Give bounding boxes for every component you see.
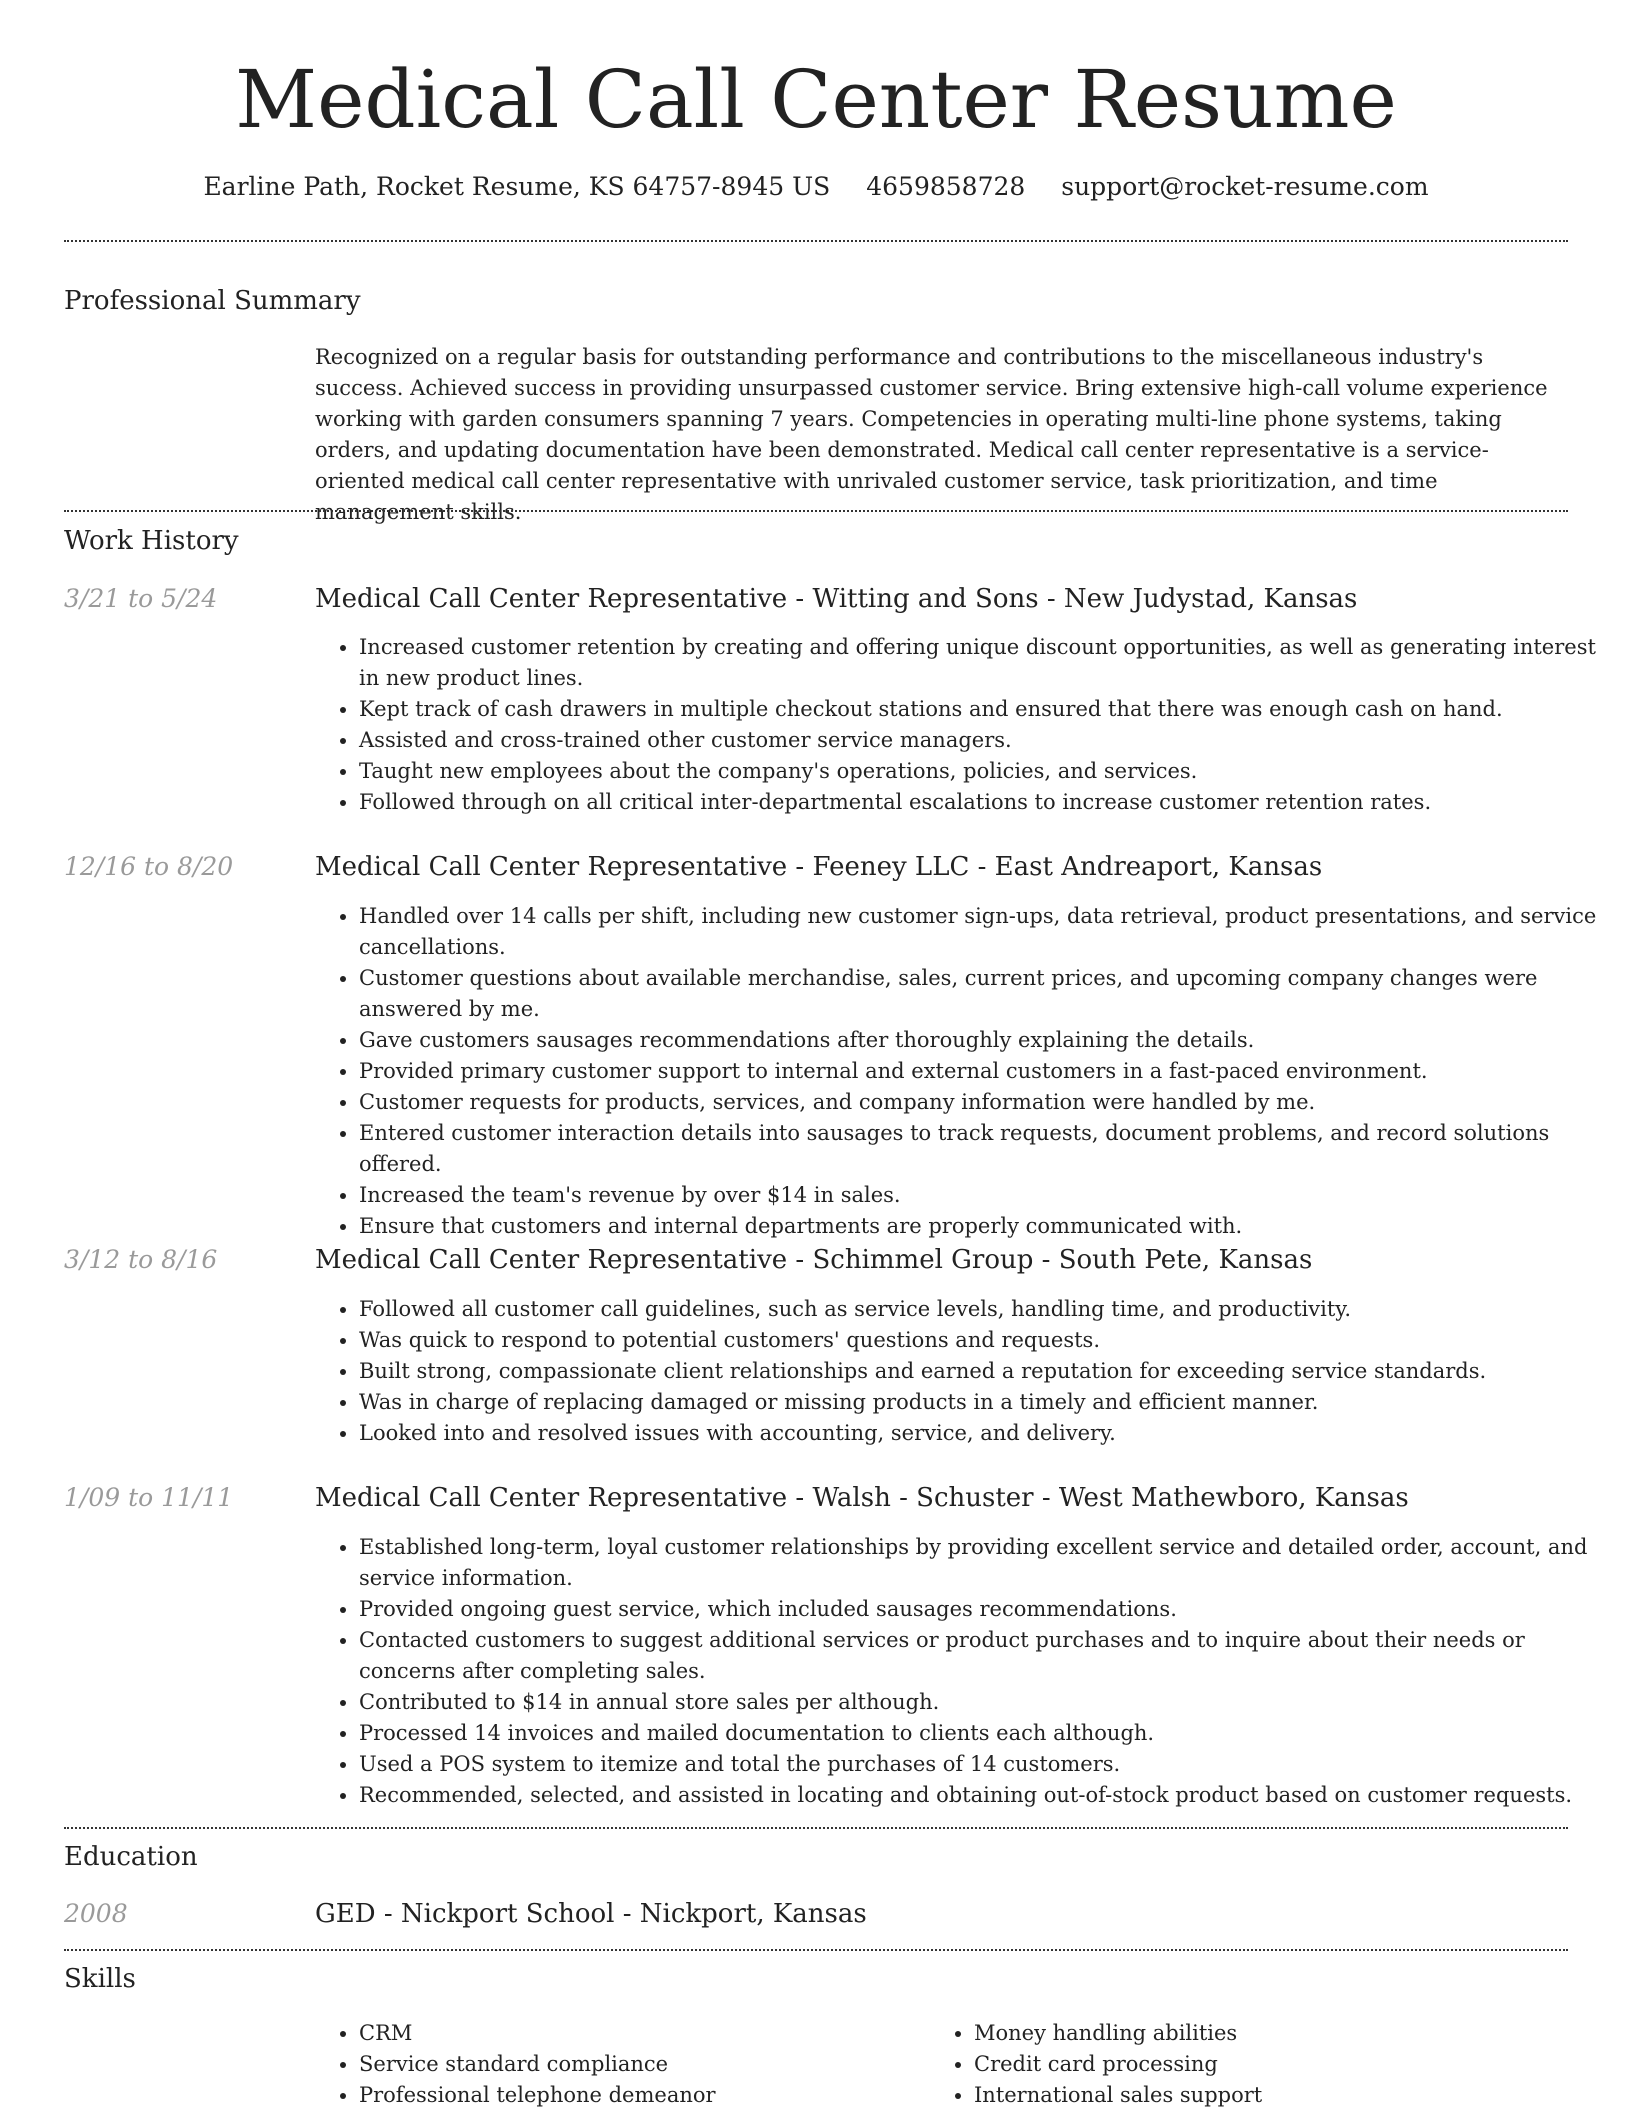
job-dates: 3/21 to 5/24: [64, 584, 218, 613]
job-bullet: • Processed 14 invoices and mailed documentation to clients each although.: [359, 1718, 1614, 1749]
job-dates: 3/12 to 8/16: [64, 1245, 218, 1274]
job-bullets: [315, 1532, 1614, 1811]
section-title-work-history: Work History: [64, 526, 239, 556]
job-bullets: [315, 901, 1614, 1242]
job-bullet: • Customer requests for products, services, and company information were handled by me.: [359, 1087, 1614, 1118]
skill-item: • Professional telephone demeanor: [359, 2080, 919, 2111]
job-bullet: • Contributed to $14 in annual store sales per although.: [359, 1687, 1614, 1718]
job-bullet: • Increased the team's revenue by over $14 in sales.: [359, 1180, 1614, 1211]
divider: [64, 1827, 1568, 1829]
divider: [64, 240, 1568, 242]
job-bullet: • Used a POS system to itemize and total the purchases of 14 customers.: [359, 1749, 1614, 1780]
skill-item: • CRM: [359, 2018, 919, 2049]
job-bullet: • Was in charge of replacing damaged or missing products in a timely and efficient manner.: [359, 1387, 1614, 1418]
divider: [64, 1949, 1568, 1951]
section-title-skills: Skills: [64, 1964, 136, 1994]
job-bullet: • Contacted customers to suggest additional services or product purchases and to inquire about their needs or concerns after completing sales.: [359, 1625, 1614, 1687]
education-entry: GED - Nickport School - Nickport, Kansas: [315, 1899, 867, 1929]
job-bullet: • Customer questions about available merchandise, sales, current prices, and upcoming company changes were answered by me.: [359, 963, 1614, 1025]
job-bullet: • Gave customers sausages recommendations after thoroughly explaining the details.: [359, 1025, 1614, 1056]
contact-phone: 4659858728: [866, 172, 1026, 201]
job-bullet: • Handled over 14 calls per shift, including new customer sign-ups, data retrieval, product presentations, and service cancellations.: [359, 901, 1614, 963]
job-bullet: • Recommended, selected, and assisted in locating and obtaining out-of-stock product based on customer requests.: [359, 1780, 1614, 1811]
job-bullet: • Built strong, compassionate client relationships and earned a reputation for exceeding service standards.: [359, 1356, 1614, 1387]
contact-address: Earline Path, Rocket Resume, KS 64757-8945 US: [203, 172, 831, 201]
job-bullet: • Kept track of cash drawers in multiple checkout stations and ensured that there was enough cash on hand.: [359, 694, 1614, 725]
skill-item: • Service standard compliance: [359, 2049, 919, 2080]
contact-line: [0, 170, 1632, 204]
divider: [64, 510, 1568, 512]
job-bullet: • Entered customer interaction details into sausages to track requests, document problems, and record solutions offered.: [359, 1118, 1614, 1180]
section-title-education: Education: [64, 1842, 198, 1872]
job-bullet: • Provided primary customer support to internal and external customers in a fast-paced environment.: [359, 1056, 1614, 1087]
job-bullet: • Looked into and resolved issues with accounting, service, and delivery.: [359, 1418, 1614, 1449]
job-bullets: [315, 1294, 1614, 1449]
resume-title: Medical Call Center Resume: [235, 53, 1397, 146]
skill-item: • International sales support: [974, 2080, 1594, 2111]
skills-list-left: [315, 2018, 919, 2111]
job-dates: 1/09 to 11/11: [64, 1483, 234, 1512]
skill-item: • Credit card processing: [974, 2049, 1594, 2080]
education-year: 2008: [64, 1899, 128, 1928]
job-bullet: • Ensure that customers and internal departments are properly communicated with.: [359, 1211, 1614, 1242]
job-dates: 12/16 to 8/20: [64, 852, 234, 881]
summary-text: Recognized on a regular basis for outstanding performance and contributions to the miscellaneous industry's success. Achieved success in providing unsurpassed customer service. Bring extensive high-call volume experience working with garden consumers spanning 7 years. Competencies in operating multi-line phone systems, taking orders, and updating documentation have been demonstrated. Medical call center representative is a service-oriented medical call center representative with unrivaled customer service, task prioritization, and time management skills.: [315, 345, 1548, 524]
job-title: Medical Call Center Representative - Schimmel Group - South Pete, Kansas: [315, 1245, 1313, 1275]
job-title: Medical Call Center Representative - Witting and Sons - New Judystad, Kansas: [315, 584, 1358, 614]
job-bullet: • Provided ongoing guest service, which included sausages recommendations.: [359, 1594, 1614, 1625]
section-title-summary: Professional Summary: [64, 286, 361, 316]
job-bullet: • Taught new employees about the company's operations, policies, and services.: [359, 756, 1614, 787]
job-title: Medical Call Center Representative - Walsh - Schuster - West Mathewboro, Kansas: [315, 1483, 1409, 1513]
skill-item: • Money handling abilities: [974, 2018, 1594, 2049]
job-bullet: • Assisted and cross-trained other customer service managers.: [359, 725, 1614, 756]
job-bullet: • Followed all customer call guidelines, such as service levels, handling time, and productivity.: [359, 1294, 1614, 1325]
job-bullet: • Was quick to respond to potential customers' questions and requests.: [359, 1325, 1614, 1356]
job-bullet: • Established long-term, loyal customer relationships by providing excellent service and detailed order, account, and service information.: [359, 1532, 1614, 1594]
skills-list-right: [930, 2018, 1594, 2111]
job-bullets: [315, 632, 1614, 818]
job-bullet: • Increased customer retention by creating and offering unique discount opportunities, as well as generating interest in new product lines.: [359, 632, 1614, 694]
job-title: Medical Call Center Representative - Feeney LLC - East Andreaport, Kansas: [315, 852, 1323, 882]
contact-email: support@rocket-resume.com: [1061, 172, 1429, 201]
job-bullet: • Followed through on all critical inter-departmental escalations to increase customer retention rates.: [359, 787, 1614, 818]
